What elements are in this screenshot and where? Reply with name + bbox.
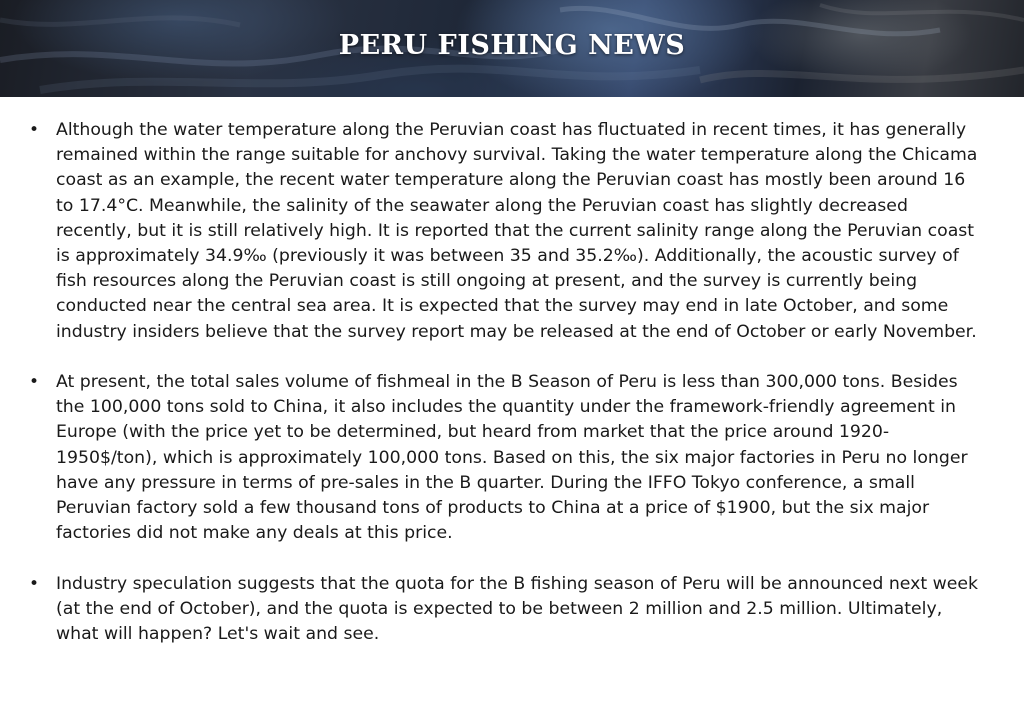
bullet-text: Industry speculation suggests that the quota for the B fishing season of Peru will be announced next week (at the end of October), and the quota is expected to be between 2 million and 2.5 million. Ultimately, what will happen? Let's wait and see. bbox=[56, 573, 978, 645]
bullet-list bbox=[0, 118, 1024, 672]
bullet-text: At present, the total sales volume of fishmeal in the B Season of Peru is less than 300,000 tons. Besides the 100,000 tons sold to China, it also includes the quantity under the framework-friendly agreement in Europe (with the price yet to be determined, but heard from market that the price around 1920-1950$/ton), which is approximately 100,000 tons. Based on this, the six major factories in Peru no longer have any pressure in terms of pre-sales in the B quarter. During the IFFO Tokyo conference, a small Peruvian factory sold a few thousand tons of products to China at a price of $1900, but the six major factories did not make any deals at this price. bbox=[56, 372, 968, 544]
bullet-item-quota bbox=[0, 572, 1024, 648]
bullet-item-temperature bbox=[0, 118, 1024, 345]
page-title: PERU FISHING NEWS bbox=[338, 30, 686, 61]
header-banner bbox=[0, 0, 1024, 97]
bullet-marker: • bbox=[28, 372, 40, 393]
bullet-marker: • bbox=[28, 573, 40, 594]
bullet-marker: • bbox=[28, 120, 40, 140]
bullet-text: Although the water temperature along the Peruvian coast has fluctuated in recent times, it has generally remained within the range suitable for anchovy survival. Taking the water temperature along the Chicama coast as an example, the recent water temperature along the Peruvian coast has mostly been around 16 to 17.4°C. Meanwhile, the salinity of the seawater along the Peruvian coast has slightly decreased recently, but it is still relatively high. It is reported that the current salinity range along the Peruvian coast is approximately 34.9‰ (previously it was between 35 and 35.2‰). Additionally, the acoustic survey of fish resources along the Peruvian coast is still ongoing at present, and the survey is currently being conducted near the central sea area. It is expected that the survey may end in late October, and some industry insiders believe that the survey report may be released at the end of October or early November. bbox=[56, 120, 978, 342]
bullet-item-sales bbox=[0, 370, 1024, 546]
